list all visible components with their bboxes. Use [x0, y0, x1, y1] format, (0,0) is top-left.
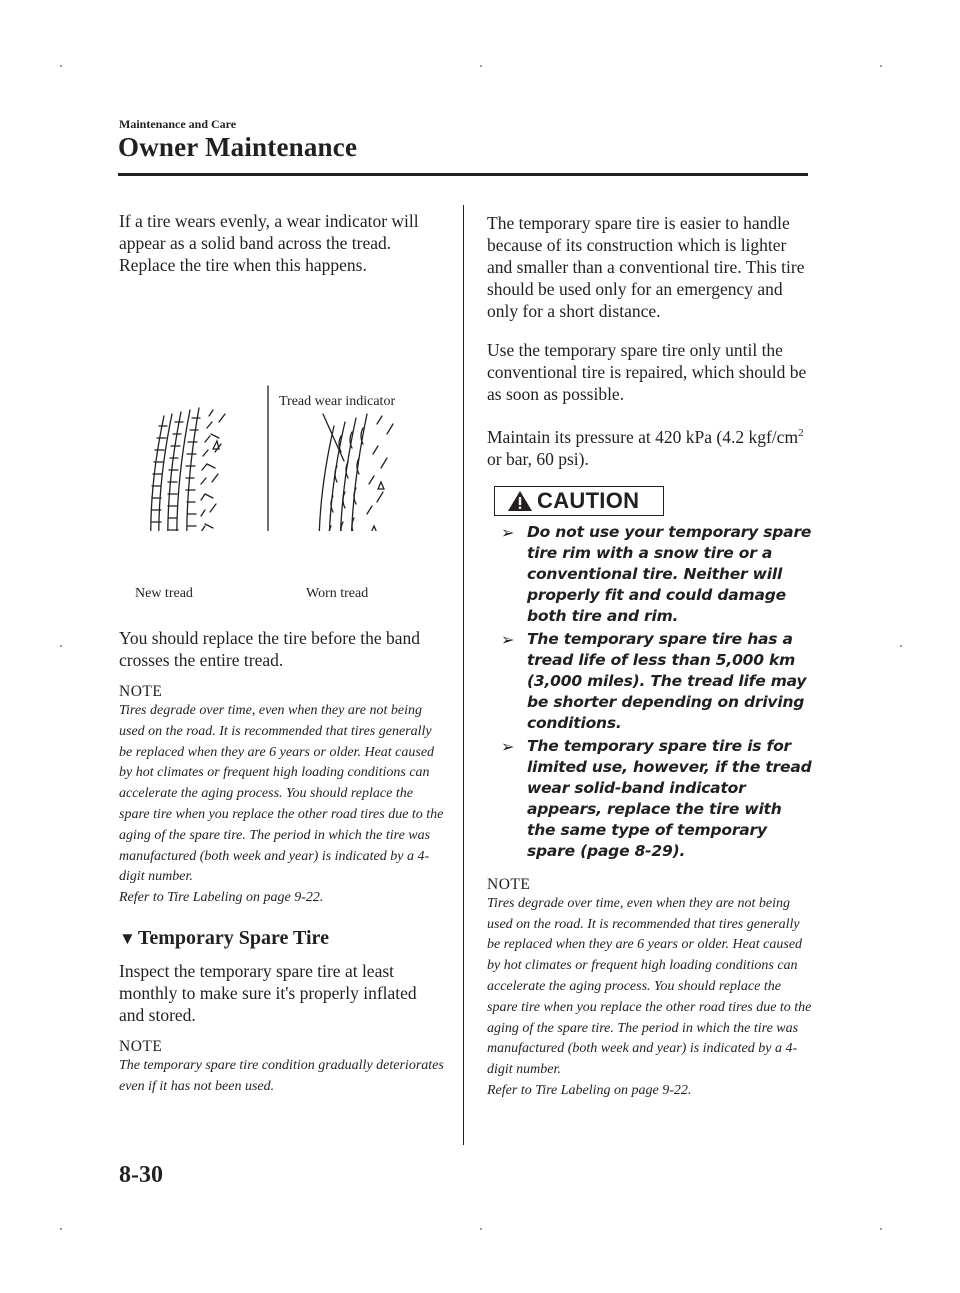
crop-mark	[880, 1228, 882, 1230]
caution-label: CAUTION	[537, 487, 640, 513]
caution-box	[494, 486, 664, 516]
new-tread-label: New tread	[135, 586, 193, 601]
caution-item-text: Do not use your temporary spare tire rim with a snow tire or a conventional tire. Neither will properly fit and could damage both tire and rim.	[527, 522, 812, 625]
caution-item	[487, 522, 812, 627]
caution-item	[487, 736, 812, 862]
note-reference: Refer to Tire Labeling on page 9-22.	[119, 890, 324, 906]
title-rule	[118, 173, 808, 176]
subsection-heading	[119, 927, 444, 950]
crop-mark	[60, 645, 62, 647]
intro-text-2: Replace the tire when this happens.	[119, 255, 367, 275]
spare-tire-description: The temporary spare tire is easier to handle because of its construction which is lighter and smaller than a conventional tire. This tire should be used only for an emergency and only for a short distance.	[487, 213, 805, 321]
caution-item-text: The temporary spare tire has a tread life of less than 5,000 km (3,000 miles). The tread life may be shorter depending on driving conditions.	[527, 629, 807, 732]
right-column	[487, 212, 812, 1102]
crop-mark	[60, 1228, 62, 1230]
inspect-text: Inspect the temporary spare tire at least monthly to make sure it's properly inflated and stored.	[119, 960, 417, 1025]
note-heading-3: NOTE	[487, 875, 531, 893]
note-text: Tires degrade over time, even when they are not being used on the road. It is recommended that tires generally be replaced when they are 6 years or older. Heat caused by hot climates or frequent high loading conditions can accelerate the aging process. You should replace the spare tire when you replace the other road tires due to the aging of the spare tire. The period in which the tire was manufactured (both week and year) is indicated by a 4-digit number.	[119, 703, 444, 885]
triangle-marker-icon: ▼	[119, 928, 136, 948]
warning-triangle-icon	[507, 490, 533, 512]
column-divider	[463, 205, 464, 1145]
caution-item	[487, 629, 812, 734]
replace-text: You should replace the tire before the band crosses the entire tread.	[119, 628, 420, 670]
arrow-bullet-icon: ➢	[501, 522, 515, 542]
crop-mark	[880, 65, 882, 67]
tread-wear-figure	[119, 286, 444, 601]
crop-mark	[480, 1228, 482, 1230]
page-number: 8-30	[119, 1162, 163, 1188]
worn-tread-label: Worn tread	[306, 586, 369, 601]
note-reference-3: Refer to Tire Labeling on page 9-22.	[487, 1083, 692, 1098]
tread-wear-indicator-label: Tread wear indicator	[279, 394, 396, 409]
pressure-text-main: Maintain its pressure at 420 kPa (4.2 kgf/cm	[487, 426, 799, 447]
arrow-bullet-icon: ➢	[501, 736, 515, 756]
spare-tire-usage: Use the temporary spare tire only until the conventional tire is repaired, which should be as soon as possible.	[487, 340, 807, 404]
crop-mark	[900, 645, 902, 647]
crop-mark	[480, 65, 482, 67]
worn-tread-pattern	[319, 414, 393, 531]
arrow-bullet-icon: ➢	[501, 629, 515, 649]
note-text-3: Tires degrade over time, even when they are not being used on the road. It is recommended that tires generally be replaced when they are 6 years or older. Heat caused by hot climates or frequent high loading conditions can accelerate the aging process. You should replace the spare tire when you replace the other road tires due to the aging of the spare tire. The period in which the tire was manufactured (both week and year) is indicated by a 4-digit number.	[487, 895, 812, 1078]
intro-text: If a tire wears evenly, a wear indicator will appear as a solid band across the tread.	[119, 211, 419, 253]
pressure-text	[487, 422, 812, 470]
pressure-superscript: 2	[798, 427, 804, 439]
subsection-title: Temporary Spare Tire	[137, 926, 329, 949]
note-heading-2: NOTE	[119, 1037, 163, 1055]
caution-list	[487, 522, 812, 862]
page-title: Owner Maintenance	[118, 132, 358, 162]
caution-item-text: The temporary spare tire is for limited use, however, if the tread wear solid-band indicator appears, replace the tire with the same type of temporary spare (page 8-29).	[527, 736, 812, 860]
section-label: Maintenance and Care	[119, 117, 237, 131]
note-heading: NOTE	[119, 683, 163, 700]
new-tread-pattern	[151, 408, 225, 531]
left-column	[119, 210, 444, 1098]
crop-mark	[60, 65, 62, 67]
pressure-text-end: or bar, 60 psi).	[487, 448, 589, 469]
note-text-2: The temporary spare tire condition gradually deteriorates even if it has not been used.	[119, 1057, 444, 1094]
